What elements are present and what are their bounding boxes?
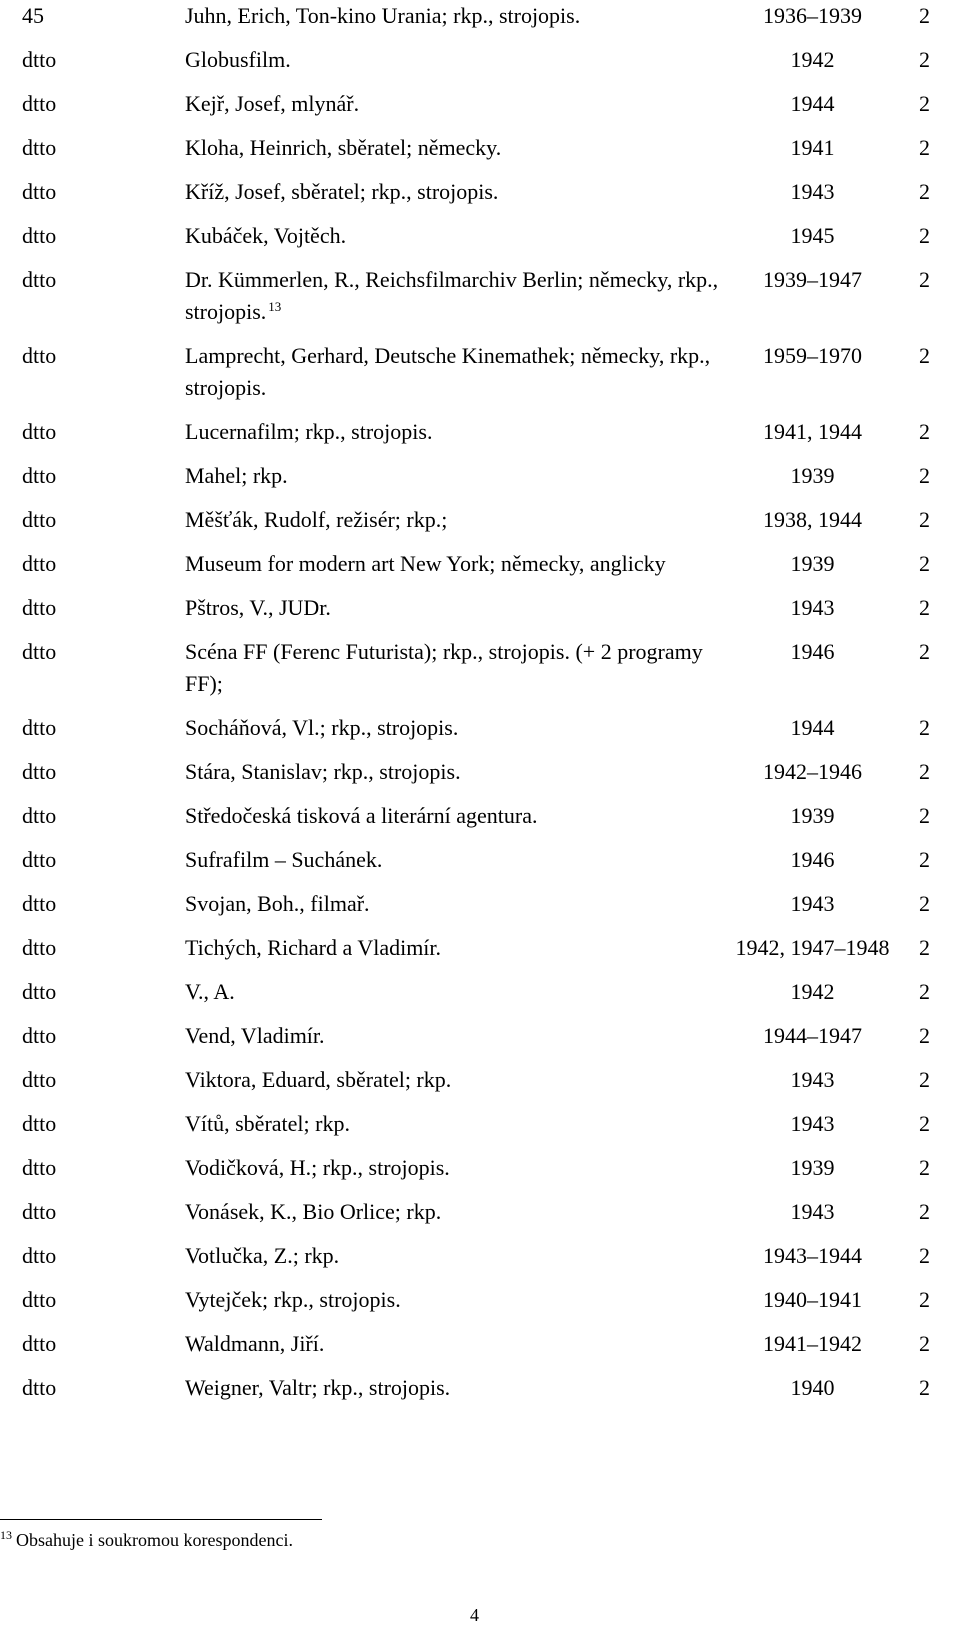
list-item bbox=[0, 1196, 960, 1228]
entry-description bbox=[185, 264, 730, 328]
entry-date: 1938, 1944 bbox=[763, 507, 862, 532]
entry-description-text: Stára, Stanislav; rkp., strojopis. bbox=[185, 759, 461, 784]
entry-description bbox=[185, 132, 730, 164]
entry-description-text: Kejř, Josef, mlynář. bbox=[185, 91, 360, 116]
entry-box-number: 2 bbox=[919, 343, 930, 368]
entry-description bbox=[185, 1284, 730, 1316]
entry-box-number: 2 bbox=[919, 1331, 930, 1356]
entry-description-text: Kloha, Heinrich, sběratel; německy. bbox=[185, 135, 502, 160]
entry-number: dtto bbox=[22, 1243, 57, 1268]
entry-description bbox=[185, 1020, 730, 1052]
entry-description bbox=[185, 844, 730, 876]
entry-date: 1940 bbox=[790, 1375, 835, 1400]
entry-box-number: 2 bbox=[919, 267, 930, 292]
entry-number: dtto bbox=[22, 595, 57, 620]
entry-date: 1944–1947 bbox=[763, 1023, 862, 1048]
entry-box-number: 2 bbox=[919, 715, 930, 740]
entry-box-number: 2 bbox=[919, 595, 930, 620]
entry-description-text: Dr. Kümmerlen, R., Reichsfilmarchiv Berlin; německy, rkp., strojopis. bbox=[185, 267, 719, 324]
entry-date: 1944 bbox=[790, 715, 835, 740]
entry-number: dtto bbox=[22, 759, 57, 784]
entry-description bbox=[185, 1152, 730, 1184]
entry-box-number: 2 bbox=[919, 759, 930, 784]
entry-date: 1945 bbox=[790, 223, 835, 248]
list-item bbox=[0, 844, 960, 876]
entry-box-number: 2 bbox=[919, 979, 930, 1004]
entry-description-text: V., A. bbox=[185, 979, 235, 1004]
list-item bbox=[0, 976, 960, 1008]
list-item bbox=[0, 1108, 960, 1140]
list-item bbox=[0, 220, 960, 252]
entry-description bbox=[185, 0, 730, 32]
list-item bbox=[0, 416, 960, 448]
entry-description bbox=[185, 976, 730, 1008]
entry-description-text: Juhn, Erich, Ton-kino Urania; rkp., strojopis. bbox=[185, 3, 581, 28]
entry-description-text: Kříž, Josef, sběratel; rkp., strojopis. bbox=[185, 179, 499, 204]
entry-description-text: Lucernafilm; rkp., strojopis. bbox=[185, 419, 433, 444]
entry-number: dtto bbox=[22, 1155, 57, 1180]
entry-number: dtto bbox=[22, 715, 57, 740]
entry-number: dtto bbox=[22, 47, 57, 72]
entry-date: 1942–1946 bbox=[763, 759, 862, 784]
list-item bbox=[0, 592, 960, 624]
entry-box-number: 2 bbox=[919, 179, 930, 204]
entry-box-number: 2 bbox=[919, 639, 930, 664]
entry-description-text: Sufrafilm – Suchánek. bbox=[185, 847, 383, 872]
entry-number: dtto bbox=[22, 1287, 57, 1312]
entry-date: 1959–1970 bbox=[763, 343, 862, 368]
entry-date: 1939 bbox=[790, 1155, 835, 1180]
entry-number: dtto bbox=[22, 979, 57, 1004]
entry-box-number: 2 bbox=[919, 1375, 930, 1400]
entry-description bbox=[185, 1064, 730, 1096]
list-item bbox=[0, 1328, 960, 1360]
entry-number: dtto bbox=[22, 267, 57, 292]
entry-box-number: 2 bbox=[919, 135, 930, 160]
entry-description bbox=[185, 548, 730, 580]
entry-description-text: Viktora, Eduard, sběratel; rkp. bbox=[185, 1067, 452, 1092]
entry-number: dtto bbox=[22, 419, 57, 444]
entry-description-text: Socháňová, Vl.; rkp., strojopis. bbox=[185, 715, 459, 740]
list-item bbox=[0, 1064, 960, 1096]
entry-description bbox=[185, 1372, 730, 1404]
entry-date: 1943 bbox=[790, 179, 835, 204]
page-number: 4 bbox=[470, 1605, 479, 1625]
entry-description-text: Votlučka, Z.; rkp. bbox=[185, 1243, 340, 1268]
list-item bbox=[0, 756, 960, 788]
entry-number: dtto bbox=[22, 223, 57, 248]
entry-date: 1943 bbox=[790, 1067, 835, 1092]
entry-description-text: Kubáček, Vojtěch. bbox=[185, 223, 347, 248]
list-item bbox=[0, 504, 960, 536]
entry-number: dtto bbox=[22, 891, 57, 916]
entry-box-number: 2 bbox=[919, 935, 930, 960]
entry-date: 1936–1939 bbox=[763, 3, 862, 28]
entry-box-number: 2 bbox=[919, 1287, 930, 1312]
list-item bbox=[0, 1372, 960, 1404]
entry-date: 1943 bbox=[790, 891, 835, 916]
list-item bbox=[0, 636, 960, 700]
entry-description-text: Vytejček; rkp., strojopis. bbox=[185, 1287, 401, 1312]
entry-box-number: 2 bbox=[919, 1199, 930, 1224]
entry-date: 1942, 1947–1948 bbox=[735, 935, 890, 960]
entry-date: 1939–1947 bbox=[763, 267, 862, 292]
entry-date: 1941, 1944 bbox=[763, 419, 862, 444]
entry-number: dtto bbox=[22, 639, 57, 664]
entry-description bbox=[185, 636, 730, 700]
entry-description bbox=[185, 416, 730, 448]
entry-description-text: Museum for modern art New York; německy, anglicky bbox=[185, 551, 666, 576]
entry-number: dtto bbox=[22, 1375, 57, 1400]
list-item bbox=[0, 44, 960, 76]
entry-description-text: Vítů, sběratel; rkp. bbox=[185, 1111, 350, 1136]
entry-description-text: Mahel; rkp. bbox=[185, 463, 288, 488]
entry-box-number: 2 bbox=[919, 847, 930, 872]
entry-number: dtto bbox=[22, 1199, 57, 1224]
entry-description bbox=[185, 44, 730, 76]
entry-description bbox=[185, 1240, 730, 1272]
list-item bbox=[0, 1284, 960, 1316]
entry-date: 1940–1941 bbox=[763, 1287, 862, 1312]
entry-box-number: 2 bbox=[919, 803, 930, 828]
entry-number: 45 bbox=[22, 3, 44, 28]
entry-description bbox=[185, 88, 730, 120]
list-item bbox=[0, 888, 960, 920]
list-item bbox=[0, 132, 960, 164]
footnote-marker: 13 bbox=[0, 1528, 12, 1542]
entry-number: dtto bbox=[22, 1111, 57, 1136]
entry-number: dtto bbox=[22, 1067, 57, 1092]
entry-box-number: 2 bbox=[919, 1155, 930, 1180]
entry-description bbox=[185, 756, 730, 788]
entry-description-text: Svojan, Boh., filmař. bbox=[185, 891, 370, 916]
list-item bbox=[0, 340, 960, 404]
entry-description bbox=[185, 932, 730, 964]
entry-description-text: Waldmann, Jiří. bbox=[185, 1331, 325, 1356]
entry-box-number: 2 bbox=[919, 507, 930, 532]
entry-date: 1939 bbox=[790, 803, 835, 828]
entry-description bbox=[185, 220, 730, 252]
entry-box-number: 2 bbox=[919, 91, 930, 116]
list-item bbox=[0, 460, 960, 492]
entry-description bbox=[185, 592, 730, 624]
entry-box-number: 2 bbox=[919, 1243, 930, 1268]
entry-number: dtto bbox=[22, 135, 57, 160]
list-item bbox=[0, 88, 960, 120]
entry-number: dtto bbox=[22, 551, 57, 576]
entry-date: 1943 bbox=[790, 1111, 835, 1136]
entry-description-text: Měšťák, Rudolf, režisér; rkp.; bbox=[185, 507, 448, 532]
entry-description-text: Středočeská tisková a literární agentura. bbox=[185, 803, 538, 828]
entry-description-text: Scéna FF (Ferenc Futurista); rkp., strojopis. (+ 2 programy FF); bbox=[185, 639, 703, 696]
entry-description bbox=[185, 176, 730, 208]
entry-number: dtto bbox=[22, 507, 57, 532]
entry-description-text: Vodičková, H.; rkp., strojopis. bbox=[185, 1155, 450, 1180]
entry-date: 1939 bbox=[790, 463, 835, 488]
entry-description-text: Vend, Vladimír. bbox=[185, 1023, 325, 1048]
entry-box-number: 2 bbox=[919, 3, 930, 28]
entry-description bbox=[185, 712, 730, 744]
entry-date: 1942 bbox=[790, 979, 835, 1004]
entry-box-number: 2 bbox=[919, 223, 930, 248]
entry-description bbox=[185, 340, 730, 404]
entry-box-number: 2 bbox=[919, 551, 930, 576]
entry-date: 1946 bbox=[790, 639, 835, 664]
entry-box-number: 2 bbox=[919, 1023, 930, 1048]
entry-description-text: Tichých, Richard a Vladimír. bbox=[185, 935, 442, 960]
entry-description bbox=[185, 888, 730, 920]
entry-number: dtto bbox=[22, 935, 57, 960]
entry-box-number: 2 bbox=[919, 419, 930, 444]
entry-description-text: Pštros, V., JUDr. bbox=[185, 595, 331, 620]
list-item bbox=[0, 264, 960, 328]
entry-date: 1942 bbox=[790, 47, 835, 72]
list-item bbox=[0, 712, 960, 744]
entry-date: 1941–1942 bbox=[763, 1331, 862, 1356]
entry-box-number: 2 bbox=[919, 1067, 930, 1092]
list-item bbox=[0, 800, 960, 832]
entry-number: dtto bbox=[22, 803, 57, 828]
entry-number: dtto bbox=[22, 1331, 57, 1356]
list-item bbox=[0, 1152, 960, 1184]
list-item bbox=[0, 1240, 960, 1272]
entry-description bbox=[185, 1108, 730, 1140]
footnote-reference: 13 bbox=[268, 298, 282, 314]
list-item bbox=[0, 932, 960, 964]
entry-description bbox=[185, 460, 730, 492]
entry-number: dtto bbox=[22, 343, 57, 368]
footnote bbox=[0, 1528, 293, 1552]
entry-box-number: 2 bbox=[919, 1111, 930, 1136]
entry-description-text: Weigner, Valtr; rkp., strojopis. bbox=[185, 1375, 451, 1400]
entry-date: 1941 bbox=[790, 135, 835, 160]
entry-number: dtto bbox=[22, 91, 57, 116]
list-item bbox=[0, 1020, 960, 1052]
entry-description bbox=[185, 800, 730, 832]
entry-description-text: Lamprecht, Gerhard, Deutsche Kinemathek; německy, rkp., strojopis. bbox=[185, 343, 711, 400]
entry-date: 1944 bbox=[790, 91, 835, 116]
entry-box-number: 2 bbox=[919, 891, 930, 916]
entry-date: 1943 bbox=[790, 595, 835, 620]
list-item bbox=[0, 0, 960, 32]
entry-number: dtto bbox=[22, 179, 57, 204]
entry-number: dtto bbox=[22, 847, 57, 872]
entry-date: 1939 bbox=[790, 551, 835, 576]
list-item bbox=[0, 176, 960, 208]
footnote-text: Obsahuje i soukromou korespondenci. bbox=[16, 1530, 293, 1550]
entry-description bbox=[185, 1328, 730, 1360]
entry-description-text: Globusfilm. bbox=[185, 47, 291, 72]
entry-number: dtto bbox=[22, 1023, 57, 1048]
entry-number: dtto bbox=[22, 463, 57, 488]
entry-date: 1943 bbox=[790, 1199, 835, 1224]
entry-description-text: Vonásek, K., Bio Orlice; rkp. bbox=[185, 1199, 442, 1224]
entry-date: 1943–1944 bbox=[763, 1243, 862, 1268]
entry-description bbox=[185, 1196, 730, 1228]
entry-description bbox=[185, 504, 730, 536]
entry-box-number: 2 bbox=[919, 47, 930, 72]
footnote-separator bbox=[0, 1519, 322, 1520]
entry-box-number: 2 bbox=[919, 463, 930, 488]
entry-date: 1946 bbox=[790, 847, 835, 872]
list-item bbox=[0, 548, 960, 580]
